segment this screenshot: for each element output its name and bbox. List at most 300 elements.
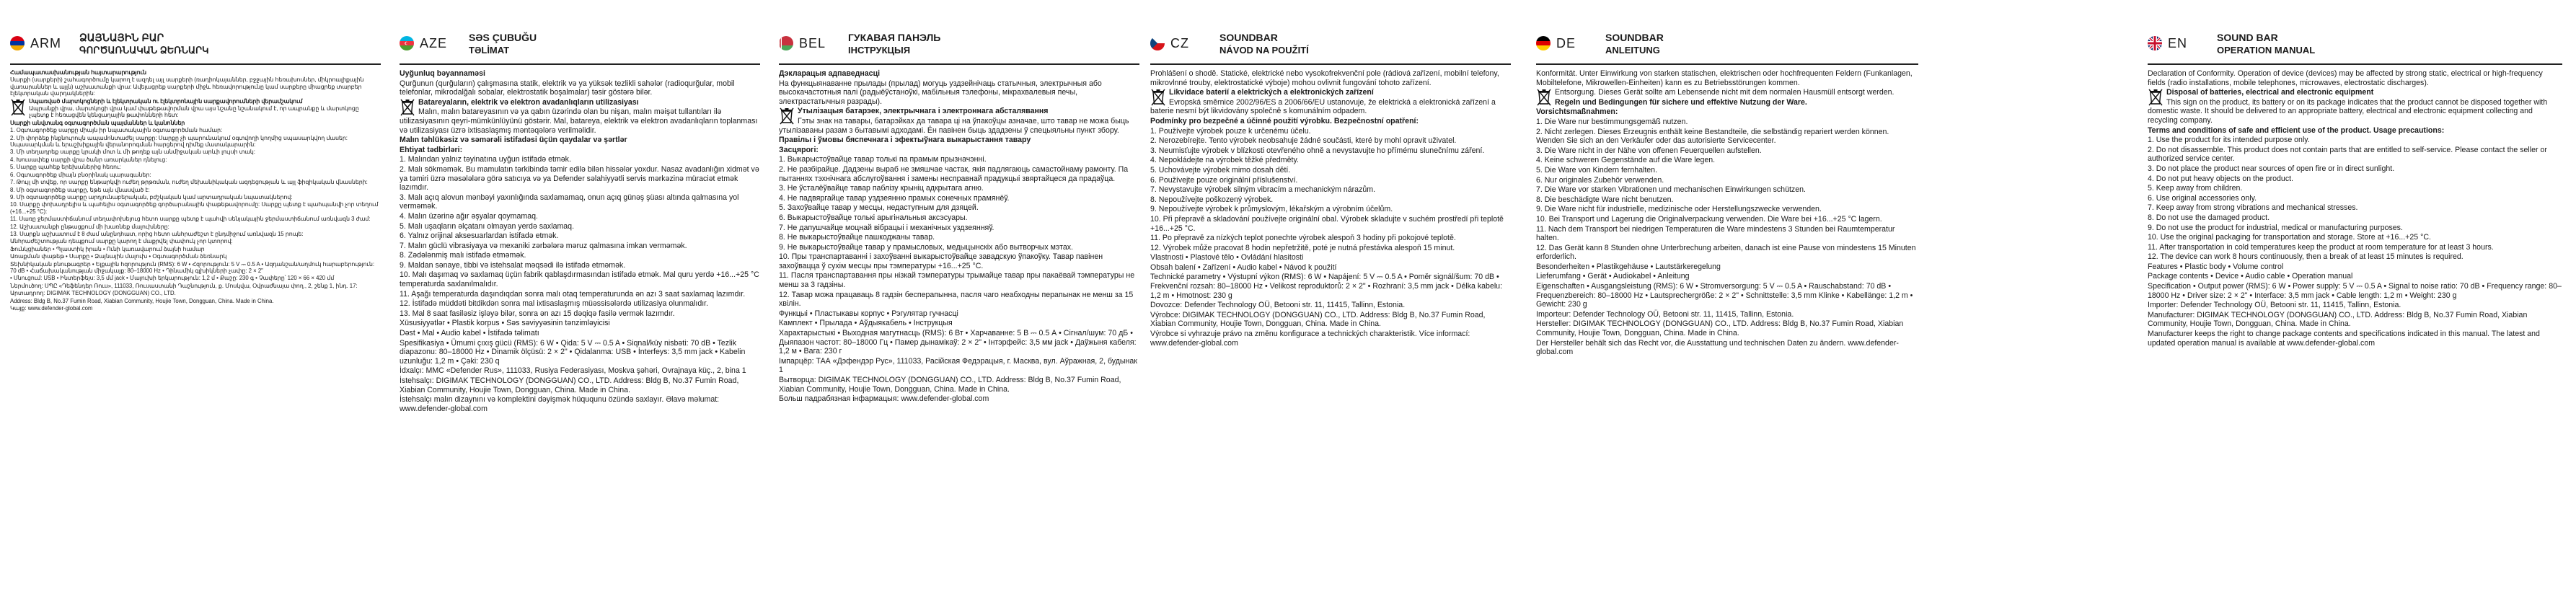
- manual-text: Terms and conditions of safe and efficient use of the product. Usage precautions:: [2148, 125, 2445, 135]
- manual-paragraph: [1536, 185, 1918, 195]
- manual-text: 4. Nepokládejte na výrobek těžké předměty.: [1150, 156, 1299, 165]
- manual-text: 9. Մի օգտագործեք սարքը արդյունաբերական, բժշկական կամ արտադրական նպատակներով:: [10, 193, 293, 200]
- manual-text: Правілы і ўмовы бяспечнага і эфектыўнага выкарыстання тавару: [779, 136, 1031, 145]
- manual-paragraph: [1150, 88, 1511, 97]
- manual-paragraph: [1150, 136, 1511, 146]
- manual-paragraph: [779, 224, 1139, 233]
- weee-bin-icon: [779, 107, 798, 125]
- manual-paragraph: [1150, 215, 1511, 233]
- weee-bin-icon: [2148, 88, 2166, 107]
- manual-paragraph: [779, 146, 1139, 155]
- manual-body: [1150, 69, 1511, 596]
- manual-paragraph: [1150, 69, 1511, 87]
- manual-paragraph: [2148, 213, 2562, 223]
- section-de: [1536, 0, 1918, 605]
- manual-paragraph: [10, 238, 381, 244]
- manual-paragraph: [1150, 156, 1511, 165]
- manual-text: 8. Մի օգտագործեք սարքը, եթե այն վնասված է:: [10, 186, 150, 193]
- manual-text: İstehsalçı malın dizaynını və komplektini dəyişmək hüququnu özündə saxlayır. Əlavə məlumat: www.defender-global.com: [400, 395, 720, 413]
- manual-paragraph: [2148, 69, 2562, 87]
- manual-text: Dəst • Mal • Audio kabel • İstifadə təlimatı: [400, 329, 539, 338]
- manual-text: 10. Malı daşımaq və saxlamaq üçün fabrik qablaşdırmasından istifadə etmək. Mal quru yerdə +16...+25 °C temperaturda saxlanılmalıdır.: [400, 270, 759, 289]
- manual-paragraph: [400, 366, 760, 376]
- manual-text: 6. Nur originales Zubehör verwenden.: [1536, 175, 1664, 185]
- manual-paragraph: [10, 187, 381, 193]
- manual-text: 7. Nevystavujte výrobek silným vibracím a mechanickým nárazům.: [1150, 185, 1376, 195]
- manual-paragraph: [10, 201, 381, 215]
- manual-paragraph: [1536, 118, 1918, 127]
- manual-text: На функцыянаванне прылады (прылад) могуць уздзейнічаць статычныя, электрычныя або высокачастотныя палі (радыёўстаноўкі, мабільныя тэлефоны, мікрахвалевыя печы, электрастатычныя разрады).: [779, 79, 1102, 106]
- manual-paragraph: [10, 290, 381, 296]
- manual-paragraph: [10, 283, 381, 289]
- manual-text: Lieferumfang • Gerät • Audiokabel • Anleitung: [1536, 272, 1690, 281]
- manual-text: Features • Plastic body • Volume control: [2148, 262, 2284, 271]
- manual-text: Ֆունկցիաներ • Պլաստիկ իրան • Ունի կառավարում ձայնի համար: [10, 245, 205, 252]
- manual-text: 5. Սարքը պահեք երեխաներից հեռու:: [10, 164, 121, 171]
- manual-text: Konformität. Unter Einwirkung von starken statischen, elektrischen oder hochfrequenten Feldern (Funkanlagen, Mobiltelefone, Mikrowellen-Einheiten) kann es zu Betriebsstörungen kommen.: [1536, 69, 1913, 87]
- section-header: [779, 29, 1139, 65]
- manual-paragraph: [400, 242, 760, 251]
- manual-text: 11. Aşağı temperaturda daşındıqdan sonra malı otaq temperaturunda ən azı 3 saat saxlamaq lazımdır.: [400, 289, 746, 299]
- manual-text: 10. Use the original packaging for transportation and storage. Store at +16...+25 °C.: [2148, 233, 2431, 242]
- manual-body: [1536, 69, 1918, 596]
- manual-text: 2. Не разбірайце. Дадзены выраб не змяшчае частак, якія падлягаюць самастойнаму рамонту. Па пытаннях тэхнічнага абслугоўвання і замены несправнай прадукцыі звяртайцеся да прадаўца.: [779, 164, 1129, 183]
- manual-text: 8. Die beschädigte Ware nicht benutzen.: [1536, 195, 1674, 204]
- manual-text: 3. Die Ware nicht in der Nähe von offenen Feuerquellen aufstellen.: [1536, 146, 1762, 155]
- manual-paragraph: [779, 233, 1139, 242]
- manual-paragraph: [1150, 273, 1511, 300]
- manual-paragraph: [400, 155, 760, 164]
- manual-text: 12. İstifadə müddəti bitdikdən sonra mal ixtisaslaşmış müəssisələrdə utilizasiya olunmalıdır.: [400, 299, 709, 309]
- manual-text: 9. Maldan sənaye, tibbi və istehsalat məqsədi ilə istifadə etməmək.: [400, 260, 626, 270]
- manual-text: 13. Mal 8 saat fasiləsiz işləyə bilər, sonra ən azı 15 dəqiqə fasilə vermək lazımdır.: [400, 309, 675, 318]
- manual-paragraph: [779, 376, 1139, 394]
- manual-paragraph: [2148, 272, 2562, 281]
- manual-paragraph: [779, 243, 1139, 252]
- manual-paragraph: [1150, 263, 1511, 273]
- manual-text: 1. Používejte výrobek pouze k určenému účelu.: [1150, 126, 1311, 136]
- manual-text: 7. Не дапушчайце моцнай вібрацыі і механічных уздзеянняў.: [779, 223, 994, 232]
- manual-text: İstehsalçı: DIGIMAK TECHNOLOGY (DONGGUAN) CO., LTD. Address: Bldg B, No.37 Fumin Road, Xiabian Community, Houjie Town, Dongguan, China. Made in China.: [400, 376, 739, 394]
- section-en: [2148, 0, 2562, 605]
- manual-paragraph: [400, 222, 760, 231]
- manual-paragraph: [2148, 184, 2562, 193]
- manual-text: Սարքի (սարքերի) շահագործումը կարող է ազդել այլ սարքերի (ռադիոկայաններ, բջջային հեռախոսներ, միկրոալիքային վառարաններ և այլն) աշխատանքի վրա: Ավելացրեք սարքերի միջև հեռավորությունը կամ սարքերը միացրեք տարբեր էլեկտրական վարդակներին:: [10, 76, 364, 97]
- manual-paragraph: [2148, 164, 2562, 174]
- language-code: BEL: [799, 36, 826, 50]
- manual-text: 8. Do not use the damaged product.: [2148, 213, 2270, 222]
- manual-paragraph: [779, 184, 1139, 193]
- manual-text: Specification • Output power (RMS): 6 W • Power supply: 5 V ⎓ 0.5 A • Signal to noise ratio: 70 dB • Frequency range: 80–18000 Hz • Driver size: 2 × 2" • Interface: 3,5 mm jack • Cable length: 1,2 m • Weight: 230 g: [2148, 282, 2562, 300]
- manual-text: 8. Zədələnmiş malı istifadə etməmək.: [400, 251, 526, 260]
- manual-text: • Սնուցում: USB • Ինտերֆեյս: 3,5 մմ jack • Մալուխի երկարություն: 1,2 մ • Քաշը: 230 գ • Չափերը՝ 120 × 66 × 420 մմ: [10, 275, 335, 282]
- manual-paragraph: [10, 76, 381, 97]
- manual-text: 1. Malından yalnız təyinatına uyğun istifadə etmək.: [400, 155, 571, 164]
- manual-text: 12. Výrobek může pracovat 8 hodin nepřetržitě, poté je nutná přestávka alespoň 15 minut.: [1150, 243, 1455, 252]
- manual-paragraph: [400, 319, 760, 328]
- manual-body: [10, 69, 381, 596]
- manual-paragraph: [400, 339, 760, 366]
- manual-text: Утылізацыя батарэек, электрычнага і электроннага абсталявання: [798, 107, 1049, 116]
- manual-text: 5. Keep away from children.: [2148, 184, 2243, 193]
- manual-text: Ehtiyat tədbirləri:: [400, 145, 463, 154]
- weee-bin-icon: [1150, 88, 1169, 107]
- manual-paragraph: [10, 98, 381, 105]
- product-title: ՁԱՅՆԱՅԻՆ ԲԱՐ: [79, 32, 164, 43]
- manual-text: Manufacturer: DIGIMAK TECHNOLOGY (DONGGUAN) CO., LTD. Address: Bldg B, No.37 Fumin Road, Xiabian Community, Houjie Town, Dongguan, China. Made in China.: [2148, 310, 2528, 329]
- manual-paragraph: [400, 251, 760, 260]
- manual-text: 3. Do not place the product near sources of open fire or in direct sunlight.: [2148, 164, 2395, 173]
- manual-paragraph: [1536, 146, 1918, 156]
- manual-text: Disposal of batteries, electrical and electronic equipment: [2166, 88, 2374, 97]
- manual-text: Ապրանքի վրա, մարտկոցի վրա կամ փաթեթավորման վրա այս նշանը նշանակում է, որ ապրանքը և մարտկոցը չպետք է հեռացվեն կենցաղային թափոնների հետ:: [29, 105, 359, 119]
- manual-text: 12. Тавар можа працаваць 8 гадзін бесперапынна, пасля чаго неабходны перапынак не менш за 15 хвілін.: [779, 290, 1134, 309]
- manual-paragraph: [400, 376, 760, 394]
- manual-paragraph: [2148, 175, 2562, 184]
- manual-text: Hersteller: DIGIMAK TECHNOLOGY (DONGGUAN) CO., LTD. Address: Bldg B, No.37 Fumin Road, Xiabian Community, Houjie Town, Dongguan, China. Made in China.: [1536, 319, 1904, 338]
- manual-paragraph: [10, 156, 381, 163]
- product-title: ГУКАВАЯ ПАНЭЛЬ: [848, 32, 941, 43]
- manual-paragraph: [10, 120, 381, 126]
- manual-text: 2. Nicht zerlegen. Dieses Erzeugnis enthält keine Bestandteile, die selbständig repariert werden können. Wenden Sie sich an den Verkäufer oder das autorisierte Servicecenter.: [1536, 127, 1889, 146]
- manual-text: 10. Пры транспартаванні і захоўванні выкарыстоўвайце завадскую ўпакоўку. Тавар павінен захоўвацца ў сухім месцы пры тэмпературы +16...+25 °C.: [779, 252, 1103, 270]
- manual-paragraph: [779, 319, 1139, 328]
- manual-text: Імпарцёр: ТАА «Дэфендэр Рус», 111033, Расійская Федэрацыя, г. Масква, вул. Аўражная, 2, будынак 1: [779, 356, 1137, 375]
- section-bel: [779, 0, 1139, 605]
- manual-paragraph: [1536, 225, 1918, 243]
- manual-text: 8. Nepoužívejte poškozený výrobek.: [1150, 195, 1274, 204]
- manual-text: 1. Use the product for its intended purpose only.: [2148, 136, 2310, 145]
- manual-paragraph: [2148, 311, 2562, 329]
- manual-paragraph: [400, 290, 760, 299]
- manual-text: Besonderheiten • Plastikgehäuse • Lautstärkeregelung: [1536, 262, 1721, 271]
- manual-text: 11. Nach dem Transport bei niedrigen Temperaturen die Ware mindestens 3 Stunden bei Raumtemperatur halten.: [1536, 224, 1895, 243]
- manual-paragraph: [1536, 319, 1918, 337]
- manual-paragraph: [779, 213, 1139, 223]
- manual-paragraph: [1536, 215, 1918, 224]
- manual-paragraph: [2148, 126, 2562, 136]
- manual-paragraph: [400, 231, 760, 241]
- manual-text: Характарыстыкі • Выходная магутнасць (RMS): 6 Вт • Харчаванне: 5 В ⎓ 0.5 А • Сігнал/шум: 70 дБ • Дыяпазон частот: 80–18000 Гц • Памер дынамікаў: 2 × 2" • Інтэрфейс: 3,5 мм jack • Даўжыня кабеля: 1,2 м • Вага: 230 г: [779, 329, 1137, 356]
- manual-subtitle: ԳՈՐԾԱՌՆԱԿԱՆ ՁԵՌՆԱՐԿ: [79, 45, 209, 56]
- manual-paragraph: [1150, 253, 1511, 262]
- manual-paragraph: [10, 149, 381, 155]
- manual-text: 11. Po přepravě za nízkých teplot ponechte výrobek alespoň 3 hodiny při pokojové teplotě.: [1150, 234, 1456, 243]
- manual-text: 7. Թույլ մի տվեք, որ սարքը ենթարկվի ուժեղ թրթռման, ուժեղ մեխանիկական ազդեցության և այլ ֆիզիկական վնասների:: [10, 179, 368, 186]
- manual-text: 2. Do not disassemble. This product does not contain parts that are entitled to self-service. Please contact the seller or authorized service center.: [2148, 145, 2547, 164]
- manual-text: 4. Խուսափեք սարքի վրա ծանր առարկաներ դնելուց:: [10, 156, 167, 163]
- manual-paragraph: [1536, 272, 1918, 281]
- manual-paragraph: [10, 135, 381, 149]
- flag-icon: [779, 36, 793, 50]
- manual-paragraph: [2148, 233, 2562, 242]
- manual-paragraph: [400, 261, 760, 270]
- manual-text: 9. Die Ware nicht für industrielle, medizinische oder Herstellungszwecke verwenden.: [1536, 205, 1822, 214]
- manual-text: Manufacturer keeps the right to change package contents and specifications indicated in this manual. The latest and updated operation manual is available at www.defender-global.com: [2148, 330, 2540, 348]
- manual-text: Dovozce: Defender Technology OÜ, Betooni str. 11, 11415, Tallinn, Estonia.: [1150, 301, 1406, 310]
- manual-paragraph: [779, 357, 1139, 375]
- manual-text: Առաքման փաթեթ • Սարքը • Ձայնային մալուխ • Օգտագործման ձեռնարկ: [10, 253, 227, 260]
- manual-text: 5. Malı uşaqların əlçatanı olmayan yerdə saxlamaq.: [400, 221, 575, 231]
- language-code: EN: [2168, 36, 2188, 50]
- manual-paragraph: [1536, 69, 1918, 87]
- manual-paragraph: [10, 172, 381, 178]
- section-header: [1536, 29, 1918, 65]
- manual-text: 7. Keep away from strong vibrations and mechanical stresses.: [2148, 203, 2358, 213]
- manual-text: Importer: Defender Technology OÜ, Betooni str. 11, 11415, Tallinn, Estonia.: [2148, 301, 2401, 310]
- manual-text: Declaration of Conformity. Operation of device (devices) may be affected by strong static, electrical or high-frequency fields (radio installations, mobile telephones, microwaves, electrostatic discharges).: [2148, 69, 2543, 87]
- flag-icon: [2148, 36, 2162, 50]
- manual-text: 9. Do not use the product for industrial, medical or manufacturing purposes.: [2148, 223, 2403, 232]
- manual-text: 5. Uchovávejte výrobek mimo dosah dětí.: [1150, 165, 1291, 175]
- manual-paragraph: [779, 194, 1139, 203]
- manual-paragraph: [779, 291, 1139, 309]
- manual-text: Дэкларацыя адпаведнасці: [779, 69, 881, 78]
- manual-paragraph: [10, 216, 381, 222]
- manual-text: Malın təhlükəsiz və səmərəli istifadəsi üçün qaydalar və şərtlər: [400, 136, 627, 145]
- manual-text: Der Hersteller behält sich das Recht vor, die Ausstattung und technischen Daten zu ändern. www.defender-global.com: [1536, 338, 1899, 357]
- manual-paragraph: [400, 98, 760, 107]
- manual-text: Vlastnosti • Plastové tělo • Ovládání hlasitosti: [1150, 253, 1304, 262]
- manual-text: Address: Bldg B, No.37 Fumin Road, Xiabian Community, Houjie Town, Dongguan, China. Made in China.: [10, 297, 274, 304]
- manual-subtitle: TƏLİMAT: [469, 45, 510, 56]
- manual-paragraph: [779, 107, 1139, 116]
- manual-text: 3. Neumisťujte výrobek v blízkosti otevřeného ohně a nevystavujte ho přímému slunečnímu záření.: [1150, 146, 1485, 155]
- manual-paragraph: [2148, 301, 2562, 310]
- manual-text: Prohlášení o shodě. Statické, elektrické nebo vysokofrekvenční pole (rádiová zařízení, mobilní telefony, mikrovlnné trouby, elektrostatické výboje) mohou ovlivnit fungování tohoto zařízení.: [1150, 69, 1499, 87]
- manual-text: Засцярогі:: [779, 145, 819, 154]
- manual-paragraph: [400, 165, 760, 193]
- manual-paragraph: [779, 252, 1139, 270]
- manual-text: 6. Выкарыстоўвайце толькі арыгінальныя аксэсуары.: [779, 213, 968, 222]
- manual-text: 12. Աշխատանքի ընթացքում մի խառնեք մալուխները:: [10, 223, 169, 230]
- manual-paragraph: [1536, 88, 1918, 97]
- manual-paragraph: [1150, 301, 1511, 310]
- manual-paragraph: [2148, 88, 2562, 97]
- manual-text: Malın, malın batareyasının və ya qabın üzərində olan bu nişan, malın məişət tullantıları ilə utilizasiyasının qeyri-mümkünlüyünü göstərir. Mal, batareya, elektrik və elektron avadanlıqların toplanması və utilizasiyası üzrə ixtisaslaşmış məntəqələrə verilməlidir.: [400, 107, 758, 135]
- product-title: SOUNDBAR: [1605, 32, 1664, 43]
- manual-paragraph: [2148, 224, 2562, 233]
- manual-text: 10. Սարքը փոխադրելիս և պահելիս օգտագործեք գործարանային փաթեթավորումը: Սարքը պետք է պահպանվի չոր տեղում (+16...+25 °C):: [10, 201, 379, 215]
- manual-paragraph: [10, 194, 381, 200]
- section-header: [400, 29, 760, 65]
- flag-icon: [10, 36, 25, 50]
- manual-text: Արտադրող: DIGIMAK TECHNOLOGY (DONGGUAN) CO., LTD.: [10, 290, 176, 297]
- manual-text: 4. Malın üzərinə ağır əşyalar qoymamaq.: [400, 211, 538, 221]
- manual-paragraph: [2148, 252, 2562, 262]
- manual-paragraph: [1150, 127, 1511, 136]
- manual-text: 3. Не ўсталёўвайце тавар паблізу крыніц адкрытага агню.: [779, 184, 984, 193]
- manual-paragraph: [1150, 185, 1511, 195]
- manual-paragraph: [10, 179, 381, 185]
- language-code: CZ: [1170, 36, 1189, 50]
- manual-text: 9. Nepoužívejte výrobek k průmyslovým, lékařským a výrobním účelům.: [1150, 205, 1393, 214]
- language-code: AZE: [420, 36, 448, 50]
- manual-paragraph: [1536, 195, 1918, 205]
- manual-text: 1. Выкарыстоўвайце тавар толькі па прамым прызначэнні.: [779, 155, 987, 164]
- product-title: SOUNDBAR: [1219, 32, 1278, 43]
- flag-icon: [1536, 36, 1551, 50]
- manual-text: 4. Не падвяргайце тавар уздзеянню прамых сонечных прамянёў.: [779, 193, 1010, 203]
- manual-text: Կայք: www.defender-global.com: [10, 305, 93, 312]
- manual-paragraph: [1536, 107, 1918, 117]
- manual-paragraph: [779, 309, 1139, 319]
- manual-paragraph: [1536, 205, 1918, 214]
- manual-text: Камплект • Прылада • Аўдыякабель • Інструкцыя: [779, 319, 953, 328]
- manual-paragraph: [10, 246, 381, 252]
- product-title: SOUND BAR: [2217, 32, 2278, 43]
- manual-paragraph: [779, 79, 1139, 107]
- manual-text: 7. Die Ware vor starken Vibrationen und mechanischen Einwirkungen schützen.: [1536, 185, 1806, 195]
- manual-text: 11. Пасля транспартавання пры нізкай тэмпературы трымайце тавар пры пакаёвай тэмпературы не менш за 3 гадзіны.: [779, 271, 1135, 290]
- weee-bin-icon: [1536, 88, 1555, 107]
- manual-text: 6. Use original accessories only.: [2148, 193, 2257, 203]
- manual-text: Entsorgung. Dieses Gerät sollte am Lebensende nicht mit dem normalen Hausmüll entsorgt werden.: [1555, 88, 1894, 97]
- section-header: [2148, 29, 2562, 65]
- manual-paragraph: [2148, 194, 2562, 203]
- product-title: SƏS ÇUBUĞU: [469, 32, 537, 43]
- manual-paragraph: [1536, 310, 1918, 319]
- manual-paragraph: [1536, 128, 1918, 146]
- manual-paragraph: [10, 253, 381, 260]
- manual-text: 2. Malı sökməmək. Bu mamulatın tərkibində təmir edilə bilən hissələr yoxdur. Nasaz avadanlığın xidmət və ya təmiri üzrə məsələlərə görə satıcıya və ya Defender səlahiyyətli servis mərkəzinə müraciət etmək lazımdır.: [400, 164, 759, 193]
- manual-paragraph: [10, 127, 381, 133]
- manual-text: 13. Սարքն աշխատում է 8 ժամ անընդհատ, որից հետո անհրաժեշտ է ընդմիջում առնվազն 15 րոպե:: [10, 230, 304, 237]
- manual-text: Regeln und Bedingungen für sichere und effektive Nutzung der Ware.: [1555, 97, 1807, 107]
- manual-text: 10. Bei Transport und Lagerung die Originalverpackung verwenden. Die Ware bei +16...+25 °C lagern.: [1536, 214, 1882, 224]
- manual-text: 9. Не выкарыстоўвайце тавар у прамысловых, медыцынскіх або вытворчых мэтах.: [779, 242, 1073, 252]
- manual-paragraph: [1150, 117, 1511, 126]
- manual-paragraph: [779, 165, 1139, 183]
- manual-text: Výrobce si vyhrazuje právo na změnu konfigurace a technických charakteristik. Více informací: www.defender-global.com: [1150, 330, 1470, 348]
- manual-paragraph: [10, 105, 381, 119]
- manual-paragraph: [1536, 244, 1918, 262]
- flag-icon: [400, 36, 414, 50]
- manual-paragraph: [1536, 156, 1918, 165]
- manual-body: [2148, 69, 2562, 596]
- weee-bin-icon: [400, 98, 418, 117]
- manual-paragraph: [2148, 243, 2562, 252]
- language-code: ARM: [30, 36, 61, 50]
- manual-paragraph: [400, 136, 760, 145]
- manual-paragraph: [10, 305, 381, 312]
- manual-text: 12. The device can work 8 hours continuously, then a break of at least 15 minutes is required.: [2148, 252, 2463, 262]
- manual-text: 3. Մի տեղադրեք սարքը կրակի մոտ և մի թողեք այն անմիջական արևի լույսի տակ:: [10, 149, 255, 156]
- manual-text: 6. Používejte pouze originální příslušenství.: [1150, 175, 1298, 185]
- manual-text: 1. Օգտագործեք սարքը միայն իր նպատակային օգտագործման համար:: [10, 127, 223, 134]
- manual-paragraph: [779, 203, 1139, 213]
- manual-paragraph: [1150, 195, 1511, 205]
- manual-text: Больш падрабязная інфармацыя: www.defender-global.com: [779, 394, 989, 404]
- manual-text: 10. Při přepravě a skladování používejte originální obal. Výrobek skladujte v suchém prostředí při teplotě +16...+25 °C.: [1150, 214, 1504, 233]
- manual-paragraph: [779, 271, 1139, 289]
- manual-subtitle: ANLEITUNG: [1605, 45, 1660, 56]
- manual-text: Ներմուծող: ՍՊԸ «Դեֆենդեր Ռուս», 111033, Ռուսաստանի Դաշնություն, ք. Մոսկվա, Օվրաժնայա փող., 2, շենք 1, ինդ. 17:: [10, 282, 358, 289]
- manual-text: Սարքի անվտանգ օգտագործման պայմաններ և կանոններ: [10, 119, 185, 126]
- manual-text: İdxalçı: MMC «Defender Rus», 111033, Rusiya Federasiyası, Moskva şəhəri, Ovrajnaya küç., 2, bina 1: [400, 366, 746, 376]
- manual-subtitle: OPERATION MANUAL: [2217, 45, 2316, 56]
- manual-paragraph: [2148, 136, 2562, 145]
- manual-subtitle: ІНСТРУКЦЫЯ: [848, 45, 911, 56]
- manual-text: 1. Die Ware nur bestimmungsgemäß nutzen.: [1536, 117, 1688, 126]
- manual-paragraph: [10, 298, 381, 304]
- manual-paragraph: [400, 69, 760, 79]
- manual-text: 7. Malın güclü vibrasiyaya və mexaniki zərbələrə məruz qalmasına imkan verməmək.: [400, 241, 687, 250]
- manual-paragraph: [1150, 330, 1511, 348]
- manual-paragraph: [400, 107, 760, 135]
- manual-paragraph: [400, 193, 760, 211]
- manual-text: 12. Das Gerät kann 8 Stunden ohne Unterbrechung arbeiten, danach ist eine Pause von mindestens 15 Minuten erforderlich.: [1536, 243, 1916, 262]
- manual-paragraph: [400, 270, 760, 288]
- manual-paragraph: [1536, 262, 1918, 272]
- manual-text: Spesifikasiya • Ümumi çıxış gücü (RMS): 6 W • Qida: 5 V ⎓ 0.5 A • Siqnal/küy nisbəti: 70 dB • Tezlik diapazonu: 80–18000 Hz • Dinamik ölçüsü: 2 × 2" • Qidalanma: USB • İnterfeys: 3,5 mm jack • Kabelin uzunluğu: 1,2 m • Çəki: 230 q: [400, 338, 746, 366]
- manual-paragraph: [779, 117, 1139, 135]
- weee-bin-icon: [10, 98, 29, 117]
- manual-text: 2. Մի փորձեք ինքնուրույն ապամոնտաժել սարքը: Սարքը չի պարունակում օգտվողի կողմից սպասարկվող մասեր: Սպասարկման և երաշխիքային վերանորոգման հարցերով դիմեք մատակարարին:: [10, 134, 348, 149]
- manual-text: Uyğunluq bəyannaməsi: [400, 69, 485, 78]
- manual-paragraph: [1150, 205, 1511, 214]
- manual-paragraph: [779, 329, 1139, 356]
- manual-paragraph: [400, 329, 760, 338]
- manual-text: 11. After transportation in cold temperatures keep the product at room temperature for at least 3 hours.: [2148, 242, 2494, 252]
- manual-text: Սպառված մարտկոցների և էլեկտրական ու էլեկտրոնային սարքավորումների վերամշակում: [29, 97, 303, 105]
- manual-paragraph: [400, 309, 760, 319]
- manual-paragraph: [2148, 98, 2562, 125]
- manual-paragraph: [1150, 176, 1511, 185]
- manual-paragraph: [1536, 282, 1918, 309]
- manual-text: Qurğunun (qurğuların) çalışmasına statik, elektrik və ya yüksək tezlikli sahələr (radioqurğular, mobil telefonlar, mikrodalğalı sobalar, elektrostatik boşalmalar) təsir göstərə bilər.: [400, 79, 735, 97]
- manual-text: 8. Не выкарыстоўвайце пашкоджаны тавар.: [779, 233, 935, 242]
- manual-body: [779, 69, 1139, 596]
- section-header: [10, 29, 381, 65]
- manual-text: Функцыі • Пластыкавы корпус • Рэгулятар гучнасці: [779, 309, 958, 318]
- manual-text: Համապատասխանության հայտարարություն: [10, 69, 146, 76]
- manual-paragraph: [2148, 203, 2562, 213]
- manual-paragraph: [779, 69, 1139, 79]
- manual-paragraph: [1536, 166, 1918, 175]
- manual-text: Vorsichtsmaßnahmen:: [1536, 107, 1618, 117]
- manual-paragraph: [10, 164, 381, 170]
- manual-paragraph: [779, 136, 1139, 145]
- manual-text: 4. Do not put heavy objects on the product.: [2148, 174, 2294, 183]
- manual-paragraph: [2148, 146, 2562, 164]
- manual-text: 3. Malı açıq alovun mənbəyi yaxınlığında saxlamamaq, onun açıq günəş şüası altında qalmasına yol verməmək.: [400, 193, 739, 211]
- manual-text: Importeur: Defender Technology OÜ, Betooni str. 11, 11415, Tallinn, Estonia.: [1536, 309, 1794, 319]
- section-aze: [400, 0, 760, 605]
- manual-text: Անհրաժեշտության դեպքում սարքը կարող է մաքրվել փափուկ չոր կտորով:: [10, 238, 233, 245]
- manual-paragraph: [400, 212, 760, 221]
- manual-paragraph: [1150, 146, 1511, 156]
- manual-body: [400, 69, 760, 596]
- manual-text: Podmínky pro bezpečné a účinné použití výrobku. Bezpečnostní opatření:: [1150, 116, 1419, 125]
- manual-paragraph: [2148, 282, 2562, 300]
- manual-paragraph: [1150, 166, 1511, 175]
- manual-text: 2. Nerozebírejte. Tento výrobek neobsahuje žádné součásti, které by mohl opravit uživatel.: [1150, 136, 1457, 146]
- manual-paragraph: [1150, 244, 1511, 253]
- manual-text: Гэты знак на тавары, батарэйках да тавара ці на ўпакоўцы азначае, што тавар не можа быць утылізаваны разам з бытавымі адходамі. Ён павінен быць здадзены ў спецыяльны пункт збору.: [779, 116, 1129, 135]
- manual-text: Evropská směrnice 2002/96/ES a 2006/66/EU ustanovuje, že elektrická a elektronická zařízení a baterie nesmí být likvidovány společně s komunálním odpadem.: [1150, 97, 1496, 116]
- manual-paragraph: [779, 394, 1139, 404]
- manual-text: Batareyaların, elektrik və elektron avadanlıqların utilizasiyası: [418, 97, 639, 107]
- manual-text: Výrobce: DIGIMAK TECHNOLOGY (DONGGUAN) CO., LTD. Address: Bldg B, No.37 Fumin Road, Xiabian Community, Houjie Town, Dongguan, China. Made in China.: [1150, 310, 1486, 329]
- manual-text: 5. Die Ware von Kindern fernhalten.: [1536, 165, 1658, 175]
- manual-paragraph: [10, 224, 381, 230]
- manual-paragraph: [2148, 330, 2562, 348]
- manual-text: Package contents • Device • Audio cable • Operation manual: [2148, 272, 2353, 281]
- manual-text: Obsah balení • Zařízení • Audio kabel • Návod k použití: [1150, 262, 1337, 272]
- manual-text: 6. Օգտագործեք միայն բնօրինակ պարագաներ:: [10, 171, 151, 178]
- manual-paragraph: [10, 261, 381, 275]
